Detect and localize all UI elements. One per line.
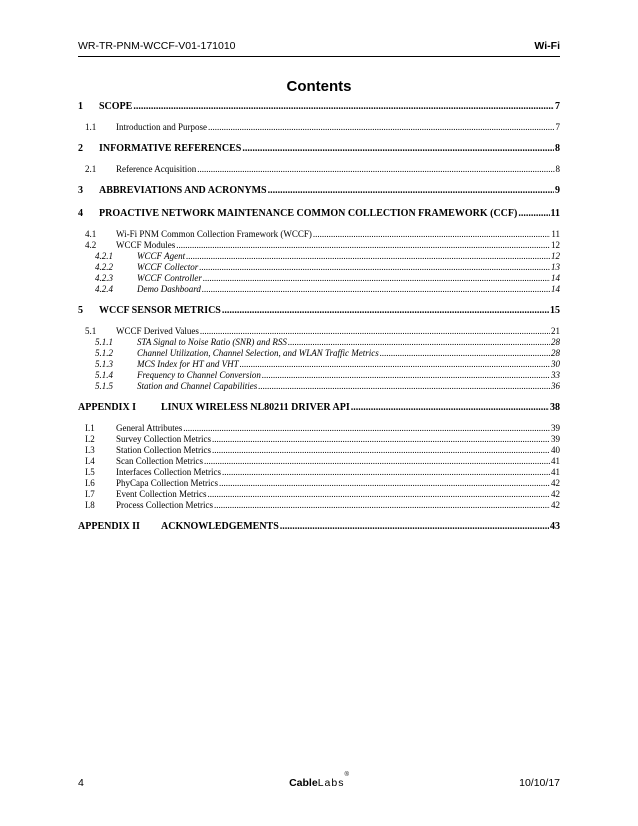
toc-leader (176, 240, 550, 251)
toc-title: MCS Index for HT and VHT (137, 359, 239, 369)
toc-number: I.6 (85, 478, 95, 488)
toc-page: 40 (551, 445, 560, 455)
toc-entry[interactable] (78, 142, 560, 156)
toc-leader (222, 467, 550, 478)
toc-page: 8 (555, 164, 560, 174)
toc-entry[interactable] (78, 251, 560, 262)
toc-number: I.8 (85, 500, 95, 510)
toc-number: 2 (78, 143, 83, 154)
toc-entry[interactable] (78, 273, 560, 284)
toc-leader (351, 401, 549, 415)
toc-page: 43 (550, 521, 560, 532)
toc-page: 11 (551, 229, 560, 239)
toc-number: APPENDIX II (78, 521, 140, 532)
toc-number: 5.1.1 (95, 337, 113, 347)
toc-title: LINUX WIRELESS NL80211 DRIVER API (161, 402, 350, 413)
toc-number: I.7 (85, 489, 95, 499)
toc-title: WCCF Collector (137, 262, 199, 272)
toc-number: 3 (78, 185, 83, 196)
toc-number: 2.1 (85, 164, 97, 174)
toc-entry[interactable] (78, 478, 560, 489)
toc-leader (208, 122, 555, 133)
toc-entry[interactable] (78, 122, 560, 133)
toc-number: 5.1 (85, 326, 97, 336)
toc-number: 4.2 (85, 240, 97, 250)
toc-leader (280, 520, 549, 534)
toc-entry[interactable] (78, 423, 560, 434)
toc-number: 4 (78, 208, 83, 219)
toc-page: 9 (555, 185, 560, 196)
toc-leader (268, 184, 554, 198)
toc-title: WCCF Controller (137, 273, 202, 283)
toc-title: WCCF Agent (137, 251, 186, 261)
toc-number: 5.1.3 (95, 359, 113, 369)
toc-title: Frequency to Channel Conversion (137, 370, 261, 380)
toc-number: I.5 (85, 467, 95, 477)
toc-page: 33 (551, 370, 560, 380)
toc-title: SCOPE (99, 101, 133, 112)
toc-number: 4.2.4 (95, 284, 113, 294)
page-header (78, 40, 560, 54)
toc-number: I.1 (85, 423, 95, 433)
toc-page: 7 (555, 122, 560, 132)
cablelabs-logo: CableLabs® (289, 772, 349, 789)
document-id: WR-TR-PNM-WCCF-V01-171010 (78, 40, 236, 52)
header-rule (78, 56, 560, 57)
toc-title: General Attributes (116, 423, 183, 433)
toc-entry[interactable] (78, 445, 560, 456)
toc-leader (200, 326, 550, 337)
toc-entry[interactable] (78, 500, 560, 511)
toc-number: 4.2.1 (95, 251, 113, 261)
toc-title: Process Collection Metrics (116, 500, 213, 510)
toc-entry[interactable] (78, 348, 560, 359)
toc-title: Wi-Fi PNM Common Collection Framework (WCCF) (116, 229, 312, 239)
toc-leader (518, 207, 549, 221)
toc-page: 8 (555, 143, 560, 154)
toc-leader (212, 434, 550, 445)
toc-leader (222, 304, 549, 318)
toc-number: 5.1.4 (95, 370, 113, 380)
toc-leader (258, 381, 550, 392)
toc-number: I.3 (85, 445, 95, 455)
toc-page: 42 (551, 489, 560, 499)
toc-leader (242, 142, 554, 156)
toc-entry[interactable] (78, 207, 560, 221)
toc-page: 11 (550, 208, 560, 219)
toc-entry[interactable] (78, 284, 560, 295)
toc-entry[interactable] (78, 326, 560, 337)
section-name: Wi-Fi (534, 40, 560, 52)
toc-number: 5.1.2 (95, 348, 113, 358)
toc-title: Survey Collection Metrics (116, 434, 211, 444)
toc-title: PROACTIVE NETWORK MAINTENANCE COMMON COLLECTION FRAMEWORK (CCF) (99, 208, 518, 219)
page-title: Contents (286, 78, 352, 95)
toc-leader (203, 273, 550, 284)
toc-page: 21 (551, 326, 560, 336)
toc-page: 12 (551, 240, 560, 250)
toc-leader (380, 348, 550, 359)
toc-number: 4.2.2 (95, 262, 113, 272)
toc-number: 4.1 (85, 229, 97, 239)
toc-leader (199, 262, 550, 273)
toc-number: APPENDIX I (78, 402, 137, 413)
toc-leader (204, 456, 550, 467)
toc-page: 28 (551, 337, 560, 347)
toc-page: 42 (551, 500, 560, 510)
page-number: 4 (78, 777, 84, 789)
toc-entry[interactable] (78, 337, 560, 348)
toc-title: Station and Channel Capabilities (137, 381, 258, 391)
toc-leader (202, 284, 550, 295)
toc-title: Demo Dashboard (137, 284, 201, 294)
toc-title: STA Signal to Noise Ratio (SNR) and RSS (137, 337, 287, 347)
toc-page: 7 (555, 101, 560, 112)
toc-page: 36 (551, 381, 560, 391)
toc-title: ABBREVIATIONS AND ACRONYMS (99, 185, 267, 196)
toc-entry[interactable] (78, 401, 560, 415)
toc-number: 5 (78, 305, 83, 316)
toc-entry[interactable] (78, 262, 560, 273)
toc-number: 4.2.3 (95, 273, 113, 283)
toc-title: Scan Collection Metrics (116, 456, 203, 466)
toc-page: 42 (551, 478, 560, 488)
toc-leader (133, 100, 554, 114)
toc-entry[interactable] (78, 240, 560, 251)
toc-entry[interactable] (78, 456, 560, 467)
toc-leader (183, 423, 550, 434)
toc-title: INFORMATIVE REFERENCES (99, 143, 242, 154)
toc-number: 5.1.5 (95, 381, 113, 391)
toc-entry[interactable] (78, 184, 560, 198)
toc-title: Station Collection Metrics (116, 445, 211, 455)
toc-entry[interactable] (78, 100, 560, 114)
toc-entry[interactable] (78, 229, 560, 240)
toc-page: 13 (551, 262, 560, 272)
toc-entry[interactable] (78, 489, 560, 500)
toc-title: Reference Acquisition (116, 164, 197, 174)
toc-leader (207, 489, 550, 500)
toc-entry[interactable] (78, 520, 560, 534)
toc-leader (214, 500, 550, 511)
toc-title: Interfaces Collection Metrics (116, 467, 221, 477)
toc-title: WCCF Derived Values (116, 326, 199, 336)
toc-page: 39 (551, 423, 560, 433)
toc-title: Introduction and Purpose (116, 122, 207, 132)
toc-title: WCCF SENSOR METRICS (99, 305, 221, 316)
toc-entry[interactable] (78, 381, 560, 392)
toc-page: 14 (551, 284, 560, 294)
toc-page: 28 (551, 348, 560, 358)
toc-page: 14 (551, 273, 560, 283)
toc-leader (313, 229, 550, 240)
toc-page: 41 (551, 467, 560, 477)
toc-leader (219, 478, 550, 489)
toc-leader (262, 370, 550, 381)
page-footer (78, 772, 560, 791)
document-date: 10/10/17 (519, 777, 560, 789)
toc-page: 12 (551, 251, 560, 261)
toc-entry[interactable] (78, 304, 560, 318)
toc-entry[interactable] (78, 164, 560, 175)
toc-leader (240, 359, 550, 370)
toc-number: I.4 (85, 456, 95, 466)
toc-title: Channel Utilization, Channel Selection, and WLAN Traffic Metrics (137, 348, 379, 358)
table-of-contents (78, 100, 560, 534)
toc-number: I.2 (85, 434, 95, 444)
toc-page: 15 (550, 305, 560, 316)
toc-title: PhyCapa Collection Metrics (116, 478, 218, 488)
toc-page: 39 (551, 434, 560, 444)
toc-title: ACKNOWLEDGEMENTS (161, 521, 279, 532)
toc-entry[interactable] (78, 370, 560, 381)
toc-leader (186, 251, 550, 262)
toc-number: 1 (78, 101, 83, 112)
toc-entry[interactable] (78, 467, 560, 478)
toc-entry[interactable] (78, 434, 560, 445)
toc-leader (197, 164, 554, 175)
toc-page: 41 (551, 456, 560, 466)
toc-entry[interactable] (78, 359, 560, 370)
toc-page: 38 (550, 402, 560, 413)
toc-title: Event Collection Metrics (116, 489, 207, 499)
toc-leader (288, 337, 550, 348)
toc-number: 1.1 (85, 122, 97, 132)
toc-leader (212, 445, 550, 456)
toc-title: WCCF Modules (116, 240, 176, 250)
toc-page: 30 (551, 359, 560, 369)
